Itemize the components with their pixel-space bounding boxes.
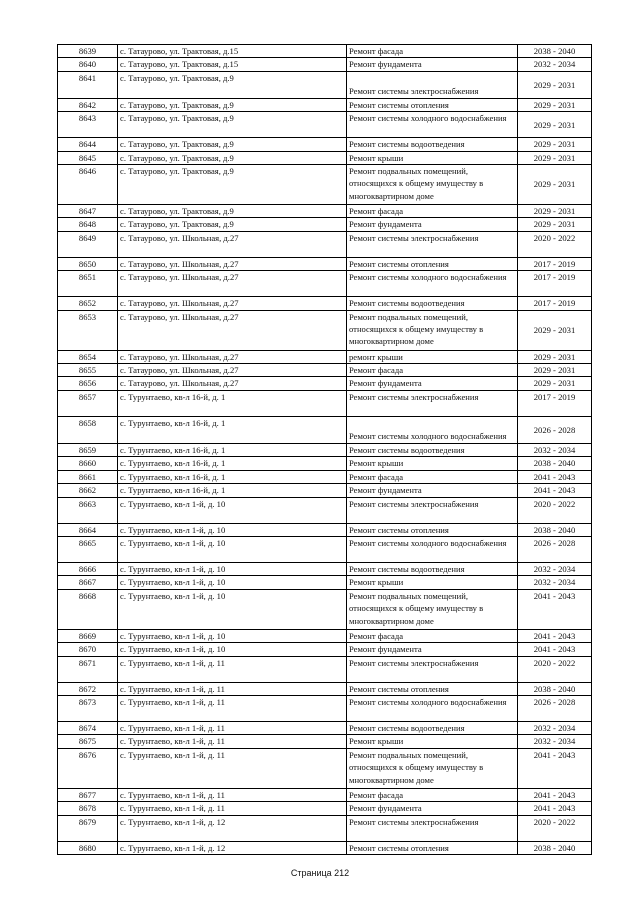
row-work-type: Ремонт фасада bbox=[347, 364, 518, 377]
row-period: 2041 - 2043 bbox=[518, 484, 592, 497]
row-address: с. Турунтаево, кв-л 1-й, д. 10 bbox=[118, 562, 347, 575]
row-period: 2029 - 2031 bbox=[518, 377, 592, 390]
row-work-type: Ремонт системы электроснабжения bbox=[347, 390, 518, 416]
row-address: с. Татаурово, ул. Трактовая, д.9 bbox=[118, 165, 347, 205]
row-number: 8639 bbox=[58, 45, 118, 58]
row-address: с. Татаурово, ул. Школьная, д.27 bbox=[118, 310, 347, 350]
row-period: 2029 - 2031 bbox=[518, 71, 592, 98]
row-address: с. Турунтаево, кв-л 1-й, д. 11 bbox=[118, 721, 347, 734]
row-period: 2017 - 2019 bbox=[518, 390, 592, 416]
row-period: 2029 - 2031 bbox=[518, 112, 592, 138]
row-number: 8640 bbox=[58, 58, 118, 71]
row-number: 8645 bbox=[58, 151, 118, 164]
row-work-type: Ремонт системы отопления bbox=[347, 841, 518, 854]
row-period: 2038 - 2040 bbox=[518, 841, 592, 854]
row-period: 2029 - 2031 bbox=[518, 205, 592, 218]
row-address: с. Турунтаево, кв-л 16-й, д. 1 bbox=[118, 470, 347, 483]
table-row bbox=[58, 416, 592, 443]
row-period: 2029 - 2031 bbox=[518, 165, 592, 205]
row-address: с. Турунтаево, кв-л 16-й, д. 1 bbox=[118, 390, 347, 416]
row-address: с. Татаурово, ул. Трактовая, д.9 bbox=[118, 98, 347, 111]
table-row bbox=[58, 231, 592, 257]
row-number: 8670 bbox=[58, 643, 118, 656]
row-number: 8643 bbox=[58, 112, 118, 138]
row-number: 8653 bbox=[58, 310, 118, 350]
row-period: 2026 - 2028 bbox=[518, 416, 592, 443]
row-period: 2026 - 2028 bbox=[518, 536, 592, 562]
row-period: 2020 - 2022 bbox=[518, 231, 592, 257]
row-period: 2038 - 2040 bbox=[518, 457, 592, 470]
row-number: 8659 bbox=[58, 443, 118, 456]
row-period: 2038 - 2040 bbox=[518, 45, 592, 58]
row-work-type: Ремонт фундамента bbox=[347, 484, 518, 497]
table-row bbox=[58, 112, 592, 138]
row-address: с. Турунтаево, кв-л 1-й, д. 12 bbox=[118, 815, 347, 841]
row-number: 8652 bbox=[58, 297, 118, 310]
table-row bbox=[58, 218, 592, 231]
row-work-type: Ремонт подвальных помещений, относящихся к общему имуществу в многоквартирном доме bbox=[347, 310, 518, 350]
table-row bbox=[58, 497, 592, 523]
table-body bbox=[58, 45, 592, 855]
table-row bbox=[58, 257, 592, 270]
row-period: 2041 - 2043 bbox=[518, 629, 592, 642]
table-row bbox=[58, 443, 592, 456]
row-address: с. Татаурово, ул. Школьная, д.27 bbox=[118, 271, 347, 297]
row-work-type: Ремонт системы отопления bbox=[347, 682, 518, 695]
row-number: 8673 bbox=[58, 695, 118, 721]
table-row bbox=[58, 562, 592, 575]
row-address: с. Татаурово, ул. Трактовая, д.15 bbox=[118, 45, 347, 58]
table-row bbox=[58, 390, 592, 416]
row-work-type: Ремонт системы отопления bbox=[347, 257, 518, 270]
row-work-type: Ремонт системы холодного водоснабжения bbox=[347, 695, 518, 721]
row-address: с. Татаурово, ул. Трактовая, д.9 bbox=[118, 205, 347, 218]
row-address: с. Турунтаево, кв-л 16-й, д. 1 bbox=[118, 484, 347, 497]
row-period: 2041 - 2043 bbox=[518, 643, 592, 656]
table-row bbox=[58, 643, 592, 656]
row-work-type: Ремонт подвальных помещений, относящихся к общему имуществу в многоквартирном доме bbox=[347, 589, 518, 629]
row-work-type: Ремонт крыши bbox=[347, 457, 518, 470]
row-number: 8665 bbox=[58, 536, 118, 562]
row-period: 2032 - 2034 bbox=[518, 562, 592, 575]
table-row bbox=[58, 484, 592, 497]
row-work-type: Ремонт фундамента bbox=[347, 802, 518, 815]
row-number: 8680 bbox=[58, 841, 118, 854]
row-period: 2029 - 2031 bbox=[518, 151, 592, 164]
row-period: 2032 - 2034 bbox=[518, 58, 592, 71]
row-work-type: ремонт крыши bbox=[347, 350, 518, 363]
page-number: Страница 212 bbox=[290, 868, 350, 878]
row-address: с. Татаурово, ул. Трактовая, д.9 bbox=[118, 218, 347, 231]
row-work-type: Ремонт системы электроснабжения bbox=[347, 71, 518, 98]
row-address: с. Татаурово, ул. Школьная, д.27 bbox=[118, 377, 347, 390]
capital-repair-table bbox=[57, 44, 592, 855]
row-address: с. Турунтаево, кв-л 1-й, д. 11 bbox=[118, 682, 347, 695]
table-row bbox=[58, 45, 592, 58]
row-address: с. Турунтаево, кв-л 1-й, д. 11 bbox=[118, 656, 347, 682]
row-number: 8669 bbox=[58, 629, 118, 642]
table-row bbox=[58, 788, 592, 801]
row-period: 2032 - 2034 bbox=[518, 576, 592, 589]
row-number: 8656 bbox=[58, 377, 118, 390]
row-number: 8674 bbox=[58, 721, 118, 734]
row-address: с. Турунтаево, кв-л 1-й, д. 11 bbox=[118, 748, 347, 788]
row-period: 2017 - 2019 bbox=[518, 271, 592, 297]
table-row bbox=[58, 682, 592, 695]
row-work-type: Ремонт фасада bbox=[347, 629, 518, 642]
row-number: 8668 bbox=[58, 589, 118, 629]
row-number: 8647 bbox=[58, 205, 118, 218]
row-period: 2020 - 2022 bbox=[518, 656, 592, 682]
row-address: с. Турунтаево, кв-л 1-й, д. 11 bbox=[118, 735, 347, 748]
table-row bbox=[58, 271, 592, 297]
row-number: 8644 bbox=[58, 138, 118, 151]
row-address: с. Турунтаево, кв-л 1-й, д. 10 bbox=[118, 536, 347, 562]
row-period: 2038 - 2040 bbox=[518, 682, 592, 695]
row-number: 8641 bbox=[58, 71, 118, 98]
row-number: 8654 bbox=[58, 350, 118, 363]
row-period: 2029 - 2031 bbox=[518, 98, 592, 111]
row-address: с. Татаурово, ул. Школьная, д.27 bbox=[118, 257, 347, 270]
row-period: 2032 - 2034 bbox=[518, 735, 592, 748]
row-period: 2020 - 2022 bbox=[518, 497, 592, 523]
row-period: 2038 - 2040 bbox=[518, 523, 592, 536]
row-work-type: Ремонт системы водоотведения bbox=[347, 138, 518, 151]
row-address: с. Турунтаево, кв-л 16-й, д. 1 bbox=[118, 443, 347, 456]
row-number: 8678 bbox=[58, 802, 118, 815]
row-number: 8649 bbox=[58, 231, 118, 257]
table-row bbox=[58, 151, 592, 164]
table-row bbox=[58, 536, 592, 562]
row-work-type: Ремонт крыши bbox=[347, 735, 518, 748]
row-address: с. Турунтаево, кв-л 1-й, д. 11 bbox=[118, 695, 347, 721]
table-row bbox=[58, 629, 592, 642]
table-row bbox=[58, 470, 592, 483]
row-period: 2041 - 2043 bbox=[518, 748, 592, 788]
table-row bbox=[58, 695, 592, 721]
table-row bbox=[58, 523, 592, 536]
row-number: 8651 bbox=[58, 271, 118, 297]
row-work-type: Ремонт фасада bbox=[347, 470, 518, 483]
row-number: 8648 bbox=[58, 218, 118, 231]
row-number: 8655 bbox=[58, 364, 118, 377]
row-period: 2041 - 2043 bbox=[518, 470, 592, 483]
row-number: 8663 bbox=[58, 497, 118, 523]
row-period: 2017 - 2019 bbox=[518, 257, 592, 270]
table-row bbox=[58, 98, 592, 111]
row-work-type: Ремонт подвальных помещений, относящихся к общему имуществу в многоквартирном доме bbox=[347, 748, 518, 788]
table-row bbox=[58, 377, 592, 390]
row-address: с. Татаурово, ул. Школьная, д.27 bbox=[118, 350, 347, 363]
table-row bbox=[58, 297, 592, 310]
row-address: с. Татаурово, ул. Школьная, д.27 bbox=[118, 231, 347, 257]
row-work-type: Ремонт фасада bbox=[347, 788, 518, 801]
row-work-type: Ремонт системы электроснабжения bbox=[347, 231, 518, 257]
table-row bbox=[58, 138, 592, 151]
row-number: 8675 bbox=[58, 735, 118, 748]
table-row bbox=[58, 589, 592, 629]
row-work-type: Ремонт системы холодного водоснабжения bbox=[347, 112, 518, 138]
table-row bbox=[58, 815, 592, 841]
row-work-type: Ремонт системы водоотведения bbox=[347, 443, 518, 456]
row-period: 2017 - 2019 bbox=[518, 297, 592, 310]
row-period: 2041 - 2043 bbox=[518, 802, 592, 815]
row-number: 8662 bbox=[58, 484, 118, 497]
table-row bbox=[58, 310, 592, 350]
table-row bbox=[58, 656, 592, 682]
row-work-type: Ремонт крыши bbox=[347, 576, 518, 589]
row-address: с. Турунтаево, кв-л 16-й, д. 1 bbox=[118, 457, 347, 470]
table-row bbox=[58, 165, 592, 205]
row-work-type: Ремонт системы холодного водоснабжения bbox=[347, 271, 518, 297]
row-address: с. Турунтаево, кв-л 1-й, д. 12 bbox=[118, 841, 347, 854]
row-period: 2032 - 2034 bbox=[518, 443, 592, 456]
row-number: 8642 bbox=[58, 98, 118, 111]
table-row bbox=[58, 841, 592, 854]
row-work-type: Ремонт системы электроснабжения bbox=[347, 656, 518, 682]
row-address: с. Татаурово, ул. Трактовая, д.9 bbox=[118, 138, 347, 151]
row-number: 8672 bbox=[58, 682, 118, 695]
row-period: 2029 - 2031 bbox=[518, 364, 592, 377]
row-period: 2029 - 2031 bbox=[518, 218, 592, 231]
row-number: 8657 bbox=[58, 390, 118, 416]
row-work-type: Ремонт системы водоотведения bbox=[347, 297, 518, 310]
row-work-type: Ремонт фундамента bbox=[347, 58, 518, 71]
row-address: с. Турунтаево, кв-л 1-й, д. 10 bbox=[118, 629, 347, 642]
row-work-type: Ремонт фундамента bbox=[347, 218, 518, 231]
row-period: 2029 - 2031 bbox=[518, 310, 592, 350]
row-address: с. Турунтаево, кв-л 16-й, д. 1 bbox=[118, 416, 347, 443]
table-row bbox=[58, 71, 592, 98]
row-number: 8660 bbox=[58, 457, 118, 470]
row-work-type: Ремонт фундамента bbox=[347, 377, 518, 390]
table-row bbox=[58, 735, 592, 748]
row-address: с. Турунтаево, кв-л 1-й, д. 10 bbox=[118, 576, 347, 589]
row-address: с. Татаурово, ул. Трактовая, д.15 bbox=[118, 58, 347, 71]
row-period: 2032 - 2034 bbox=[518, 721, 592, 734]
row-number: 8661 bbox=[58, 470, 118, 483]
row-period: 2029 - 2031 bbox=[518, 350, 592, 363]
row-work-type: Ремонт подвальных помещений, относящихся к общему имуществу в многоквартирном доме bbox=[347, 165, 518, 205]
row-number: 8666 bbox=[58, 562, 118, 575]
table-row bbox=[58, 748, 592, 788]
row-address: с. Турунтаево, кв-л 1-й, д. 10 bbox=[118, 643, 347, 656]
row-work-type: Ремонт системы электроснабжения bbox=[347, 815, 518, 841]
row-period: 2041 - 2043 bbox=[518, 589, 592, 629]
row-work-type: Ремонт фасада bbox=[347, 205, 518, 218]
row-number: 8658 bbox=[58, 416, 118, 443]
table-row bbox=[58, 350, 592, 363]
row-period: 2026 - 2028 bbox=[518, 695, 592, 721]
row-work-type: Ремонт системы водоотведения bbox=[347, 562, 518, 575]
row-work-type: Ремонт системы отопления bbox=[347, 523, 518, 536]
row-period: 2020 - 2022 bbox=[518, 815, 592, 841]
table-row bbox=[58, 364, 592, 377]
table-row bbox=[58, 721, 592, 734]
row-address: с. Турунтаево, кв-л 1-й, д. 10 bbox=[118, 497, 347, 523]
row-number: 8676 bbox=[58, 748, 118, 788]
row-number: 8646 bbox=[58, 165, 118, 205]
row-work-type: Ремонт фундамента bbox=[347, 643, 518, 656]
row-address: с. Турунтаево, кв-л 1-й, д. 10 bbox=[118, 589, 347, 629]
row-work-type: Ремонт фасада bbox=[347, 45, 518, 58]
row-address: с. Татаурово, ул. Трактовая, д.9 bbox=[118, 71, 347, 98]
row-number: 8664 bbox=[58, 523, 118, 536]
row-number: 8679 bbox=[58, 815, 118, 841]
row-address: с. Турунтаево, кв-л 1-й, д. 10 bbox=[118, 523, 347, 536]
table-row bbox=[58, 457, 592, 470]
row-address: с. Турунтаево, кв-л 1-й, д. 11 bbox=[118, 802, 347, 815]
row-work-type: Ремонт системы холодного водоснабжения bbox=[347, 536, 518, 562]
row-address: с. Турунтаево, кв-л 1-й, д. 11 bbox=[118, 788, 347, 801]
row-period: 2041 - 2043 bbox=[518, 788, 592, 801]
table-row bbox=[58, 205, 592, 218]
row-work-type: Ремонт системы отопления bbox=[347, 98, 518, 111]
row-work-type: Ремонт крыши bbox=[347, 151, 518, 164]
row-number: 8677 bbox=[58, 788, 118, 801]
row-number: 8671 bbox=[58, 656, 118, 682]
row-number: 8650 bbox=[58, 257, 118, 270]
row-work-type: Ремонт системы водоотведения bbox=[347, 721, 518, 734]
row-address: с. Татаурово, ул. Школьная, д.27 bbox=[118, 297, 347, 310]
table-row bbox=[58, 58, 592, 71]
table-row bbox=[58, 802, 592, 815]
table-row bbox=[58, 576, 592, 589]
row-work-type: Ремонт системы холодного водоснабжения bbox=[347, 416, 518, 443]
row-period: 2029 - 2031 bbox=[518, 138, 592, 151]
row-address: с. Татаурово, ул. Трактовая, д.9 bbox=[118, 112, 347, 138]
row-number: 8667 bbox=[58, 576, 118, 589]
row-work-type: Ремонт системы электроснабжения bbox=[347, 497, 518, 523]
row-address: с. Татаурово, ул. Трактовая, д.9 bbox=[118, 151, 347, 164]
row-address: с. Татаурово, ул. Школьная, д.27 bbox=[118, 364, 347, 377]
